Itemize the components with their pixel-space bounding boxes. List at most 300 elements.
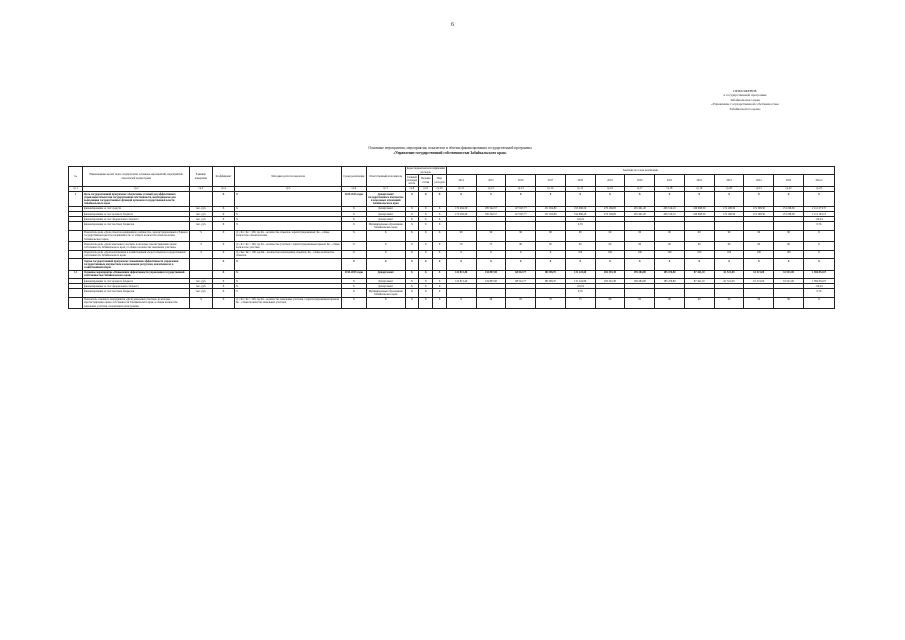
- row-total: 1 384 832,67: [803, 270, 834, 278]
- row-value: 172 204,30: [446, 212, 476, 217]
- row-responsible: Департамент: [366, 279, 405, 284]
- row-period: Х: [342, 207, 367, 212]
- row-value: 134 897,00: [476, 279, 506, 284]
- row-coef: Х: [212, 284, 235, 289]
- row-value: [625, 289, 655, 297]
- row-responsible: Муниципальные образования Забайкальского края: [366, 222, 405, 230]
- row-value: 90: [714, 297, 744, 309]
- row-value: 195 006,50: [565, 207, 595, 212]
- column-number: гр.13: [506, 187, 536, 192]
- row-unit: тыс. руб.: [190, 284, 213, 289]
- row-code: Х: [433, 289, 446, 297]
- column-number: гр.15: [565, 187, 595, 192]
- row-code: Х: [433, 242, 446, 250]
- row-coef: Х: [212, 250, 235, 258]
- row-period: Х: [342, 230, 367, 242]
- row-value: 90: [655, 230, 685, 242]
- row-code: Х: [419, 212, 433, 217]
- row-value: 100: [625, 250, 655, 258]
- row-code: Х: [419, 222, 433, 230]
- table-row: [69, 230, 835, 242]
- header-num: №: [69, 167, 83, 187]
- column-number: гр.19: [684, 187, 714, 192]
- row-unit: %: [190, 297, 213, 309]
- appendix-line: к государственной программе: [723, 93, 767, 98]
- row-value: 70: [446, 242, 476, 250]
- row-value: 85: [625, 297, 655, 309]
- row-value: Х: [476, 259, 506, 271]
- row-number: [69, 222, 83, 230]
- header-coef: Коэффициент: [212, 167, 235, 187]
- row-value: Х: [476, 250, 506, 258]
- row-value: [506, 222, 536, 230]
- row-responsible: Департамент: [366, 217, 405, 222]
- row-method: Х: [235, 192, 342, 207]
- row-code: Х: [433, 217, 446, 222]
- row-total: 110,24: [803, 284, 834, 289]
- row-coef: Х: [212, 212, 235, 217]
- row-value: 90: [595, 242, 625, 250]
- row-value: Х: [655, 259, 685, 271]
- row-value: 68 542,77: [506, 270, 536, 278]
- column-number: гр.11: [446, 187, 476, 192]
- row-value: 90: [714, 242, 744, 250]
- row-value: 185 476,80: [655, 270, 685, 278]
- row-value: Х: [446, 297, 476, 309]
- row-value: Х: [714, 259, 744, 271]
- row-value: 90: [476, 230, 506, 242]
- header-period: Сроки реализации: [342, 167, 367, 187]
- row-value: Х: [446, 259, 476, 271]
- row-value: 90: [655, 297, 685, 309]
- row-code: Х: [433, 250, 446, 258]
- row-value: Х: [595, 192, 625, 207]
- row-value: 100: [655, 250, 685, 258]
- header-year: 2020: [625, 175, 655, 187]
- row-value: 90: [506, 230, 536, 242]
- row-responsible: Х: [366, 250, 405, 258]
- table-row: [69, 289, 835, 297]
- column-number: гр.2: [83, 187, 190, 192]
- title-line-2: «Управление государственной собственностью Забайкальского края»: [393, 150, 507, 155]
- row-value: 80: [595, 297, 625, 309]
- row-code: Х: [419, 259, 433, 271]
- row-code: Х: [405, 207, 418, 212]
- row-coef: Х: [212, 192, 235, 207]
- row-value: Х: [536, 250, 566, 258]
- row-total: Х: [803, 192, 834, 207]
- row-name: финансирование за счет краевого бюджета: [83, 279, 190, 284]
- row-code: Х: [405, 279, 418, 284]
- row-period: Х: [342, 217, 367, 222]
- row-value: 110,24: [565, 217, 595, 222]
- row-value: 206 510,10: [655, 207, 685, 212]
- row-total: Х: [803, 242, 834, 250]
- column-number: гр.3: [190, 187, 213, 192]
- row-total: 2 112 273,37: [803, 207, 834, 212]
- row-value: 61 521,00: [744, 270, 774, 278]
- row-value: Х: [476, 192, 506, 207]
- row-code: Х: [405, 192, 418, 207]
- row-method: Х: [235, 279, 342, 284]
- column-number: гр.10: [433, 187, 446, 192]
- row-code: Х: [405, 250, 418, 258]
- row-code: Х: [433, 284, 446, 289]
- appendix-line: Забайкальского края: [730, 97, 760, 102]
- column-number: гр.4: [212, 187, 235, 192]
- row-value: Х: [506, 192, 536, 207]
- row-value: 90: [684, 242, 714, 250]
- row-value: 199 284,00: [625, 270, 655, 278]
- row-value: Х: [684, 259, 714, 271]
- row-value: [714, 289, 744, 297]
- row-value: Х: [536, 192, 566, 207]
- row-coef: Х: [212, 217, 235, 222]
- row-total: Х: [803, 259, 834, 271]
- row-value: Х: [595, 259, 625, 271]
- row-value: 68 542,77: [506, 279, 536, 284]
- row-value: [655, 289, 685, 297]
- row-code: Х: [405, 289, 418, 297]
- row-value: 206 510,10: [655, 212, 685, 217]
- row-code: Х: [433, 270, 446, 278]
- row-name: Показатель основного мероприятия «Доля земельных участков, на которые зарегистрировано право собственности Забайкальского края, в общем количестве земельных участков, подлежащих регистрации»: [83, 297, 190, 309]
- column-number: гр.6: [342, 187, 367, 192]
- row-unit: %: [190, 250, 213, 258]
- row-method: Х: [235, 270, 342, 278]
- column-number: гр.23: [803, 187, 834, 192]
- row-value: 87 441,10: [684, 270, 714, 278]
- row-number: 1: [69, 192, 83, 207]
- row-coef: Х: [212, 297, 235, 309]
- row-total: Х: [803, 250, 834, 258]
- row-value: 100: [774, 250, 804, 258]
- row-unit: %: [190, 242, 213, 250]
- row-value: 276 169,85: [595, 207, 625, 212]
- row-value: 100: [714, 250, 744, 258]
- row-value: 169 998,30: [684, 212, 714, 217]
- row-total: Х: [803, 297, 834, 309]
- row-value: 122 813,40: [446, 279, 476, 284]
- row-name: Задача государственной программы: повышение эффективности управления государственным имуществом и земельными ресурсами, вовлечение их в хозяйственный оборот: [83, 259, 190, 271]
- row-value: 88 198,70: [536, 270, 566, 278]
- row-value: 90: [625, 242, 655, 250]
- header-year: 2025: [774, 175, 804, 187]
- column-number: гр.7: [366, 187, 405, 192]
- row-number: [69, 250, 83, 258]
- header-year: 2017: [536, 175, 566, 187]
- row-period: Х: [342, 284, 367, 289]
- row-value: [476, 289, 506, 297]
- row-value: [536, 289, 566, 297]
- program-table: [68, 166, 835, 309]
- row-value: [655, 222, 685, 230]
- header-method: Методика расчета показателя: [235, 167, 342, 187]
- document-title: [250, 146, 650, 155]
- table-row: [69, 259, 835, 271]
- row-number: [69, 289, 83, 297]
- row-code: Х: [433, 212, 446, 217]
- row-value: 61 521,00: [774, 270, 804, 278]
- row-responsible: Х: [366, 259, 405, 271]
- row-value: [595, 222, 625, 230]
- header-responsible: Ответственный исполнитель: [366, 167, 405, 187]
- row-value: Х: [506, 259, 536, 271]
- row-code: Х: [419, 230, 433, 242]
- appendix-block: [660, 89, 830, 111]
- row-value: [536, 222, 566, 230]
- table-row: [69, 192, 835, 207]
- row-value: Х: [774, 259, 804, 271]
- row-value: 90: [744, 230, 774, 242]
- row-code: Х: [433, 230, 446, 242]
- row-code: Х: [419, 284, 433, 289]
- row-value: Х: [536, 259, 566, 271]
- column-number: гр.8: [405, 187, 418, 192]
- header-total: Итого: [803, 175, 834, 187]
- row-coef: Х: [212, 222, 235, 230]
- row-method: Д = Кз / Ко × 100, где Кз – количество объектов, зарегистрированных; Ко – общее количество объектов казны: [235, 230, 342, 242]
- row-value: [774, 222, 804, 230]
- row-number: [69, 259, 83, 271]
- row-code: Х: [419, 297, 433, 309]
- row-value: [595, 289, 625, 297]
- row-number: 1.1: [69, 270, 83, 278]
- row-name: Показатель цели «Доля вовлеченных в хозяйственный оборот объектов государственной собственности Забайкальского края»: [83, 250, 190, 258]
- appendix-line: «Управление государственной собственностью: [710, 102, 780, 107]
- row-value: Х: [744, 192, 774, 207]
- row-code: Х: [405, 242, 418, 250]
- row-total: 0,76: [803, 222, 834, 230]
- row-value: 174 198,30: [744, 212, 774, 217]
- row-value: 131 224,60: [565, 270, 595, 278]
- row-value: 90: [595, 230, 625, 242]
- row-value: 110,24: [565, 284, 595, 289]
- row-responsible: Муниципальные образования Забайкальского края: [366, 289, 405, 297]
- row-value: 88 198,70: [536, 279, 566, 284]
- row-name: финансирование за счет краевого бюджета: [83, 212, 190, 217]
- row-code: Х: [419, 289, 433, 297]
- row-value: [446, 289, 476, 297]
- row-coef: Х: [212, 289, 235, 297]
- header-year: 2024: [744, 175, 774, 187]
- header-years-title: Значения по годам реализации: [446, 167, 834, 175]
- row-value: [476, 222, 506, 230]
- row-value: 80: [506, 242, 536, 250]
- row-value: 182 391,30: [595, 270, 625, 278]
- row-value: 276 169,85: [595, 212, 625, 217]
- row-name: финансирование за счет местных бюджетов: [83, 222, 190, 230]
- row-value: Х: [506, 250, 536, 258]
- row-code: Х: [405, 284, 418, 289]
- row-value: [446, 222, 476, 230]
- row-value: 90: [684, 230, 714, 242]
- row-method: Х: [235, 217, 342, 222]
- row-value: Х: [655, 192, 685, 207]
- row-name: финансирование за счет местных бюджетов: [83, 289, 190, 297]
- row-value: 122 813,40: [446, 270, 476, 278]
- row-value: 100: [744, 250, 774, 258]
- row-unit: %: [190, 230, 213, 242]
- row-code: Х: [405, 222, 418, 230]
- row-period: Х: [342, 297, 367, 309]
- column-number: гр.5: [235, 187, 342, 192]
- row-value: 151 652,80: [536, 207, 566, 212]
- row-value: 174 198,30: [714, 207, 744, 212]
- row-value: 205 491,20: [625, 207, 655, 212]
- row-value: 100: [684, 250, 714, 258]
- header-unit: Единица измерения: [190, 167, 213, 187]
- title-line-1: Основные мероприятия, мероприятия, показатели и объемы финансирования государственной программы: [368, 146, 532, 150]
- appendix-line: Забайкальского края»: [729, 106, 761, 111]
- row-value: 90: [565, 230, 595, 242]
- header-year: 2019: [595, 175, 625, 187]
- row-value: 85: [536, 242, 566, 250]
- page-number: 6: [451, 22, 454, 28]
- row-unit: тыс. руб.: [190, 222, 213, 230]
- row-value: 100: [565, 250, 595, 258]
- row-value: 134 897,00: [476, 270, 506, 278]
- header-year: 2014: [446, 175, 476, 187]
- row-unit: тыс. руб.: [190, 279, 213, 284]
- row-method: Д = Кв / Ко × 100, где Кв – количество вовлеченных объектов; Ко – общее количество объектов: [235, 250, 342, 258]
- row-value: Х: [774, 192, 804, 207]
- header-code-sub: Вид расходов: [433, 175, 446, 187]
- row-period: Х: [342, 250, 367, 258]
- row-value: 90: [625, 230, 655, 242]
- row-code: Х: [405, 217, 418, 222]
- row-code: Х: [419, 192, 433, 207]
- row-method: Х: [235, 259, 342, 271]
- row-value: 185 542,57: [476, 212, 506, 217]
- row-value: 87 441,10: [684, 279, 714, 284]
- row-period: Х: [342, 289, 367, 297]
- row-value: 90: [565, 242, 595, 250]
- row-unit: тыс. руб.: [190, 217, 213, 222]
- row-method: Д = Кз / Ко × 100, где Кз – количество участков с зарегистрированным правом; Ко – общее количество участков: [235, 242, 340, 250]
- row-value: 127 047,77: [506, 212, 536, 217]
- row-code: Х: [433, 259, 446, 271]
- row-total: 2 112 163,13: [803, 212, 834, 217]
- row-method: Х: [235, 289, 342, 297]
- row-value: [684, 289, 714, 297]
- row-value: 65: [506, 297, 536, 309]
- row-value: Х: [744, 259, 774, 271]
- row-code: Х: [433, 297, 446, 309]
- row-period: Х: [342, 212, 367, 217]
- header-year: 2023: [714, 175, 744, 187]
- row-value: [625, 222, 655, 230]
- row-value: 185 476,80: [655, 279, 685, 284]
- row-value: 75: [476, 242, 506, 250]
- row-responsible: Департамент государственного имущества и земельных отношений Забайкальского края: [368, 192, 404, 206]
- row-value: 90: [714, 230, 744, 242]
- column-number: гр.9: [419, 187, 433, 192]
- row-coef: Х: [212, 230, 235, 242]
- header-codes: Коды бюджетной классификации расходов: [406, 167, 445, 174]
- header-year: 2022: [684, 175, 714, 187]
- row-responsible: Х: [366, 230, 405, 242]
- row-value: 174 198,30: [774, 207, 804, 212]
- row-value: 90: [446, 230, 476, 242]
- row-value: 90: [655, 242, 685, 250]
- row-total: Х: [803, 230, 834, 242]
- row-value: 174 198,30: [744, 207, 774, 212]
- row-value: [714, 222, 744, 230]
- row-number: [69, 297, 83, 309]
- header-year: 2018: [565, 175, 595, 187]
- column-number: гр.1: [69, 187, 83, 192]
- row-number: [69, 230, 83, 242]
- row-value: [684, 222, 714, 230]
- row-value: [744, 289, 774, 297]
- row-code: Х: [433, 222, 446, 230]
- row-value: Х: [625, 259, 655, 271]
- row-responsible: Х: [366, 242, 405, 250]
- row-code: Х: [405, 270, 418, 278]
- row-name: Показатель цели «Доля объектов недвижимого имущества, зарегистрированных в Едином государственном реестре недвижимости, от общего количества объектов казны Забайкальского края»: [83, 230, 190, 242]
- row-unit: [190, 192, 213, 207]
- row-number: [69, 242, 83, 250]
- appendix-line: ПРИЛОЖЕНИЕ: [733, 89, 757, 93]
- column-number: гр.12: [476, 187, 506, 192]
- row-value: [506, 289, 536, 297]
- row-code: Х: [405, 297, 418, 309]
- row-value: 70: [536, 297, 566, 309]
- row-value: 182 391,30: [595, 279, 625, 284]
- column-number: гр.14: [536, 187, 566, 192]
- table-row: [69, 242, 835, 250]
- row-unit: тыс. руб.: [190, 212, 213, 217]
- row-value: Х: [714, 192, 744, 207]
- row-unit: тыс. руб.: [190, 289, 213, 297]
- row-value: 75: [565, 297, 595, 309]
- row-total: 0,76: [803, 289, 834, 297]
- column-number: гр.18: [655, 187, 685, 192]
- row-code: Х: [419, 207, 433, 212]
- row-name: Цель государственной программы: обеспечение условий для эффективного управления объектами государственной собственности, необходимыми для выполнения государственных функций органами государственной власти Забайкальского края: [83, 192, 190, 207]
- row-code: Х: [419, 279, 433, 284]
- row-unit: [190, 270, 213, 278]
- row-code: Х: [419, 242, 433, 250]
- row-value: 131 224,60: [565, 279, 595, 284]
- column-number: гр.17: [625, 187, 655, 192]
- row-coef: Х: [212, 270, 235, 278]
- row-value: [744, 222, 774, 230]
- row-unit: [190, 259, 213, 271]
- row-code: Х: [405, 230, 418, 242]
- row-period: Х: [342, 242, 367, 250]
- row-value: 127 047,77: [506, 207, 536, 212]
- row-value: 151 652,80: [536, 212, 566, 217]
- row-value: Х: [446, 192, 476, 207]
- row-period: Х: [342, 259, 367, 271]
- row-method: Д = Кз / Ко × 100, где Кз – количество земельных участков с зарегистрированным правом; Ко – общее количество земельных участков: [235, 297, 342, 309]
- row-value: 61 521,00: [714, 279, 744, 284]
- row-value: 199 284,00: [625, 279, 655, 284]
- row-value: 90: [774, 230, 804, 242]
- row-value: 90: [774, 242, 804, 250]
- row-code: Х: [433, 279, 446, 284]
- row-name: Основное мероприятие «Повышение эффективности управления государственной собственностью Забайкальского края»: [83, 270, 190, 278]
- row-total: 110,24: [803, 217, 834, 222]
- row-value: 61 521,00: [714, 270, 744, 278]
- header-year: 2021: [655, 175, 685, 187]
- row-value: 0,76: [565, 222, 595, 230]
- row-coef: Х: [212, 259, 235, 271]
- row-value: 61 521,00: [774, 279, 804, 284]
- row-code: Х: [433, 192, 446, 207]
